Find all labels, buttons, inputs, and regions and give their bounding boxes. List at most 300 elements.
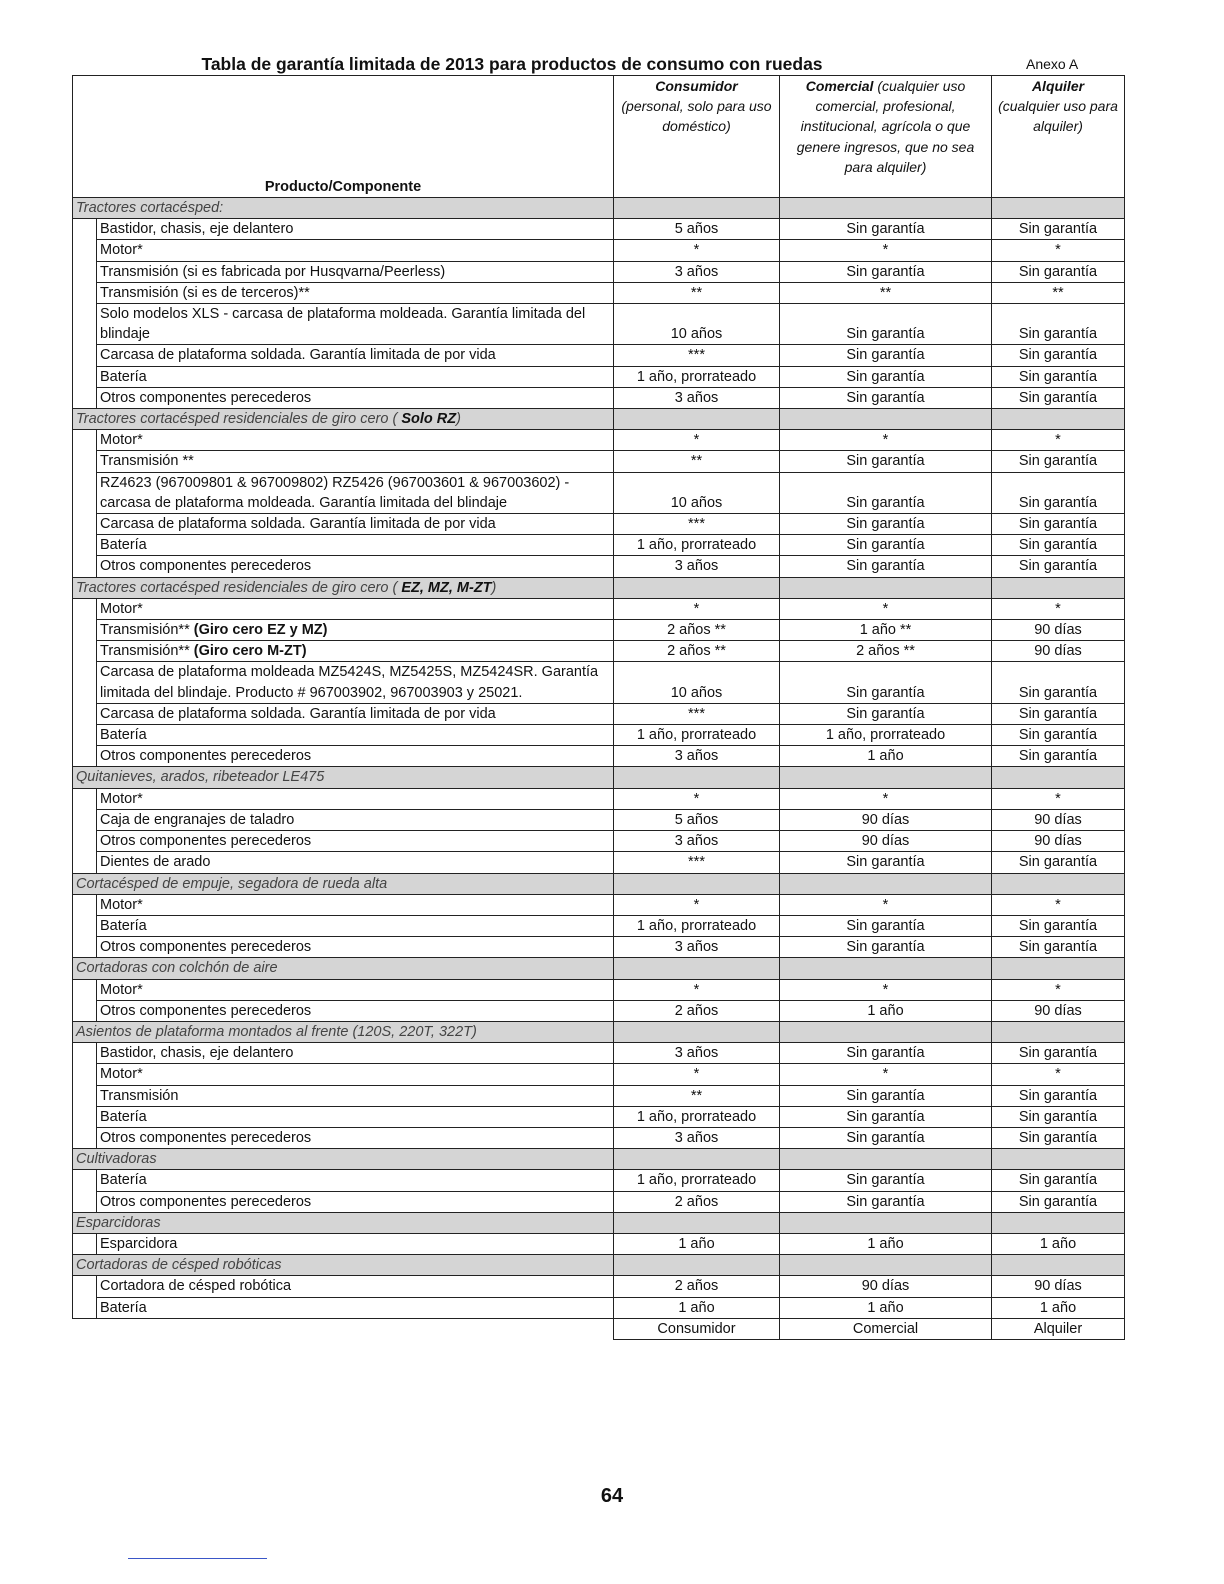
section-cell [992, 767, 1125, 788]
table-row [73, 809, 1125, 830]
consumer-value: 1 año, prorrateado [614, 535, 780, 556]
section-cell [992, 198, 1125, 219]
consumer-value: 1 año [614, 1233, 780, 1254]
commercial-value: Sin garantía [780, 937, 992, 958]
section-title [73, 1149, 614, 1170]
table-row [73, 1297, 1125, 1318]
component-name [97, 345, 614, 366]
component-name [97, 598, 614, 619]
commercial-value: Sin garantía [780, 535, 992, 556]
section-cell [780, 1255, 992, 1276]
component-name-text: Batería [100, 1108, 147, 1125]
component-name-text: Transmisión (si es de terceros)** [100, 284, 310, 301]
section-title [73, 958, 614, 979]
commercial-value: 90 días [780, 831, 992, 852]
consumer-value: 10 años [614, 662, 780, 703]
indent-cell [73, 620, 97, 641]
table-row [73, 282, 1125, 303]
commercial-value: Sin garantía [780, 472, 992, 513]
consumer-value: 10 años [614, 304, 780, 345]
component-name [97, 852, 614, 873]
component-name [97, 788, 614, 809]
table-row [73, 219, 1125, 240]
rental-value: ** [992, 282, 1125, 303]
component-name [97, 831, 614, 852]
rental-value: * [992, 788, 1125, 809]
section-cell [780, 1149, 992, 1170]
section-row [73, 1212, 1125, 1233]
rental-value: Sin garantía [992, 219, 1125, 240]
component-name [97, 304, 614, 345]
header-commercial [780, 76, 992, 198]
section-cell [992, 409, 1125, 430]
rental-value: * [992, 598, 1125, 619]
rental-value: 90 días [992, 831, 1125, 852]
component-name [97, 451, 614, 472]
component-name-text: Batería [100, 537, 147, 554]
rental-value: 90 días [992, 809, 1125, 830]
rental-value: Sin garantía [992, 366, 1125, 387]
indent-cell [73, 809, 97, 830]
table-row [73, 304, 1125, 345]
consumer-value: 2 años [614, 1191, 780, 1212]
indent-cell [73, 1064, 97, 1085]
table-row [73, 937, 1125, 958]
component-name [97, 535, 614, 556]
component-name [97, 641, 614, 662]
table-row [73, 852, 1125, 873]
consumer-value: * [614, 1064, 780, 1085]
component-name [97, 746, 614, 767]
section-cell [780, 409, 992, 430]
footer-rental: Alquiler [992, 1318, 1125, 1339]
component-name [97, 1127, 614, 1148]
table-row [73, 1170, 1125, 1191]
table-row [73, 345, 1125, 366]
commercial-value: Sin garantía [780, 261, 992, 282]
consumer-value: 3 años [614, 937, 780, 958]
commercial-value: 90 días [780, 1276, 992, 1297]
section-title [73, 767, 614, 788]
consumer-value: 2 años ** [614, 641, 780, 662]
component-name [97, 282, 614, 303]
commercial-value: * [780, 788, 992, 809]
consumer-value: 1 año, prorrateado [614, 366, 780, 387]
consumer-value: 1 año, prorrateado [614, 915, 780, 936]
commercial-value: 1 año ** [780, 620, 992, 641]
section-row [73, 1255, 1125, 1276]
rental-value: Sin garantía [992, 304, 1125, 345]
rental-value: Sin garantía [992, 1043, 1125, 1064]
section-row [73, 577, 1125, 598]
section-cell [992, 1212, 1125, 1233]
indent-cell [73, 831, 97, 852]
indent-cell [73, 261, 97, 282]
section-title-text: Asientos de plataforma montados al frente (120S, 220T, 322T) [76, 1023, 477, 1040]
consumer-value: 5 años [614, 219, 780, 240]
section-cell [614, 198, 780, 219]
component-name-text: Transmisión [100, 1087, 179, 1104]
section-cell [780, 1021, 992, 1042]
header-product: Producto/Componente [73, 76, 614, 198]
commercial-value: Sin garantía [780, 219, 992, 240]
component-name [97, 514, 614, 535]
indent-cell [73, 1191, 97, 1212]
table-row [73, 703, 1125, 724]
section-title-text: Tractores cortacésped: [76, 200, 224, 216]
consumer-value: 2 años ** [614, 620, 780, 641]
consumer-value: 3 años [614, 387, 780, 408]
indent-cell [73, 1043, 97, 1064]
indent-cell [73, 1085, 97, 1106]
section-title-text: Cortadoras de césped robóticas [76, 1257, 282, 1274]
rental-value: Sin garantía [992, 852, 1125, 873]
table-row [73, 598, 1125, 619]
component-name-bold: (Giro cero EZ y MZ) [193, 622, 328, 639]
indent-cell [73, 219, 97, 240]
component-name [97, 1233, 614, 1254]
component-name-text: Batería [100, 1172, 147, 1189]
component-name-text: Otros componentes perecederos [100, 1193, 312, 1210]
component-name-text: Motor* [100, 1066, 143, 1083]
page-title: Tabla de garantía limitada de 2013 para productos de consumo con ruedas [201, 54, 823, 74]
indent-cell [73, 979, 97, 1000]
consumer-value: 10 años [614, 472, 780, 513]
section-cell [780, 958, 992, 979]
consumer-value: * [614, 979, 780, 1000]
commercial-value: * [780, 430, 992, 451]
commercial-value: Sin garantía [780, 852, 992, 873]
component-name [97, 556, 614, 577]
commercial-value: ** [780, 282, 992, 303]
indent-cell [73, 641, 97, 662]
section-title-text: Esparcidoras [76, 1214, 161, 1231]
commercial-value: * [780, 1064, 992, 1085]
section-cell [614, 767, 780, 788]
warranty-table [72, 75, 1125, 1340]
component-name [97, 703, 614, 724]
section-title-text: Cortacésped de empuje, segadora de rueda alta [76, 875, 388, 892]
indent-cell [73, 1000, 97, 1021]
component-name-text: Motor* [100, 790, 143, 807]
footer-consumer: Consumidor [614, 1318, 780, 1339]
header-commercial-title: Comercial [805, 78, 874, 94]
consumer-value: *** [614, 852, 780, 873]
header-commercial-text [783, 76, 988, 177]
section-title-text: Quitanieves, arados, ribeteador LE475 [76, 769, 325, 786]
section-row [73, 198, 1125, 219]
indent-cell [73, 387, 97, 408]
indent-cell [73, 1276, 97, 1297]
section-cell [992, 577, 1125, 598]
section-cell [992, 958, 1125, 979]
indent-cell [73, 703, 97, 724]
section-cell [780, 873, 992, 894]
consumer-value: * [614, 430, 780, 451]
commercial-value: Sin garantía [780, 387, 992, 408]
component-name [97, 1297, 614, 1318]
commercial-value: Sin garantía [780, 556, 992, 577]
consumer-value: * [614, 598, 780, 619]
table-row [73, 979, 1125, 1000]
section-row [73, 767, 1125, 788]
rental-value: Sin garantía [992, 451, 1125, 472]
component-name-text: Otros componentes perecederos [100, 389, 312, 406]
rental-value: Sin garantía [992, 472, 1125, 513]
table-row [73, 451, 1125, 472]
section-cell [614, 873, 780, 894]
consumer-value: * [614, 894, 780, 915]
table-row [73, 620, 1125, 641]
footer-row [73, 1318, 1125, 1339]
section-title-end: ) [456, 411, 461, 428]
consumer-value: ** [614, 451, 780, 472]
indent-cell [73, 451, 97, 472]
table-row [73, 240, 1125, 261]
rental-value: 1 año [992, 1297, 1125, 1318]
table-row [73, 261, 1125, 282]
table-row [73, 831, 1125, 852]
rental-value: 90 días [992, 620, 1125, 641]
component-name-text: Batería [100, 1299, 147, 1316]
commercial-value: Sin garantía [780, 451, 992, 472]
table-row [73, 788, 1125, 809]
component-name-text: Motor* [100, 242, 143, 259]
indent-cell [73, 852, 97, 873]
component-name [97, 1276, 614, 1297]
commercial-value: * [780, 979, 992, 1000]
indent-cell [73, 1233, 97, 1254]
rental-value: Sin garantía [992, 662, 1125, 703]
rental-value: Sin garantía [992, 261, 1125, 282]
section-cell [614, 409, 780, 430]
component-name-text: Otros componentes perecederos [100, 1129, 312, 1146]
component-name [97, 219, 614, 240]
header-rental-title: Alquiler [1031, 78, 1085, 94]
component-name-text: Cortadora de césped robótica [100, 1278, 292, 1295]
section-title [73, 1255, 614, 1276]
consumer-value: ** [614, 282, 780, 303]
rental-value: 90 días [992, 641, 1125, 662]
section-cell [780, 198, 992, 219]
indent-cell [73, 1106, 97, 1127]
commercial-value: Sin garantía [780, 915, 992, 936]
component-name-text: Carcasa de plataforma soldada. Garantía limitada de por vida [100, 347, 496, 364]
component-name-text: Bastidor, chasis, eje delantero [100, 221, 294, 238]
section-title-text: Tractores cortacésped residenciales de giro cero ( [76, 411, 398, 428]
indent-cell [73, 304, 97, 345]
consumer-value: 1 año, prorrateado [614, 725, 780, 746]
section-title [73, 1021, 614, 1042]
rental-value: Sin garantía [992, 725, 1125, 746]
section-row [73, 1149, 1125, 1170]
rental-value: Sin garantía [992, 1170, 1125, 1191]
rental-value: Sin garantía [992, 1191, 1125, 1212]
table-row [73, 1127, 1125, 1148]
component-name-text: Motor* [100, 600, 143, 617]
commercial-value: Sin garantía [780, 1043, 992, 1064]
commercial-value: Sin garantía [780, 1085, 992, 1106]
table-row [73, 430, 1125, 451]
consumer-value: 3 años [614, 746, 780, 767]
indent-cell [73, 662, 97, 703]
commercial-value: * [780, 894, 992, 915]
commercial-value: Sin garantía [780, 703, 992, 724]
table-row [73, 556, 1125, 577]
table-header-row [73, 76, 1125, 198]
section-cell [614, 1255, 780, 1276]
commercial-value: Sin garantía [780, 345, 992, 366]
section-row [73, 1021, 1125, 1042]
rental-value: Sin garantía [992, 915, 1125, 936]
indent-cell [73, 472, 97, 513]
table-row [73, 472, 1125, 513]
component-name-text: Carcasa de plataforma soldada. Garantía limitada de por vida [100, 705, 496, 722]
rental-value: * [992, 894, 1125, 915]
component-name-text: Otros componentes perecederos [100, 939, 312, 956]
component-name-text: Caja de engranajes de taladro [100, 811, 295, 828]
table-row [73, 641, 1125, 662]
commercial-value: 90 días [780, 809, 992, 830]
component-name [97, 261, 614, 282]
component-name [97, 937, 614, 958]
footer-commercial: Comercial [780, 1318, 992, 1339]
header-rental-note: (cualquier uso para alquiler) [998, 98, 1118, 135]
consumer-value: * [614, 788, 780, 809]
table-row [73, 915, 1125, 936]
rental-value: Sin garantía [992, 1106, 1125, 1127]
consumer-value: *** [614, 514, 780, 535]
component-name [97, 979, 614, 1000]
table-row [73, 535, 1125, 556]
commercial-value: Sin garantía [780, 304, 992, 345]
rental-value: * [992, 1064, 1125, 1085]
indent-cell [73, 556, 97, 577]
component-name [97, 366, 614, 387]
rental-value: 90 días [992, 1000, 1125, 1021]
component-name [97, 620, 614, 641]
component-name [97, 1043, 614, 1064]
section-cell [614, 1212, 780, 1233]
consumer-value: *** [614, 703, 780, 724]
rental-value: 1 año [992, 1233, 1125, 1254]
commercial-value: Sin garantía [780, 1191, 992, 1212]
commercial-value: Sin garantía [780, 1170, 992, 1191]
component-name [97, 809, 614, 830]
section-cell [992, 1021, 1125, 1042]
section-row [73, 958, 1125, 979]
component-name [97, 1000, 614, 1021]
footer-rule [128, 1558, 267, 1559]
component-name [97, 662, 614, 703]
section-title-text: Cultivadoras [76, 1151, 157, 1168]
table-row [73, 894, 1125, 915]
footer-blank [73, 1318, 97, 1339]
rental-value: Sin garantía [992, 703, 1125, 724]
rental-value: 90 días [992, 1276, 1125, 1297]
consumer-value: ** [614, 1085, 780, 1106]
consumer-value: 2 años [614, 1276, 780, 1297]
header-commercial-note: (cualquier uso comercial, profesional, institucional, agrícola o que genere ingresos, que no sea para alquiler) [796, 78, 975, 175]
footer-blank [97, 1318, 614, 1339]
consumer-value: * [614, 240, 780, 261]
component-name-text: Esparcidora [100, 1235, 178, 1252]
section-title [73, 198, 614, 219]
component-name [97, 1064, 614, 1085]
commercial-value: Sin garantía [780, 514, 992, 535]
section-cell [780, 767, 992, 788]
component-name-text: Solo modelos XLS - carcasa de plataforma moldeada. Garantía limitada del blindaje [100, 306, 586, 343]
section-row [73, 409, 1125, 430]
commercial-value: 1 año [780, 746, 992, 767]
table-row [73, 1191, 1125, 1212]
component-name-text: Carcasa de plataforma soldada. Garantía limitada de por vida [100, 516, 496, 533]
consumer-value: 1 año, prorrateado [614, 1106, 780, 1127]
commercial-value: Sin garantía [780, 366, 992, 387]
component-name [97, 1191, 614, 1212]
rental-value: * [992, 979, 1125, 1000]
table-row [73, 1276, 1125, 1297]
component-name [97, 240, 614, 261]
table-row [73, 1043, 1125, 1064]
table-row [73, 725, 1125, 746]
header-consumer [614, 76, 780, 198]
rental-value: Sin garantía [992, 535, 1125, 556]
commercial-value: 1 año [780, 1000, 992, 1021]
section-cell [992, 1149, 1125, 1170]
commercial-value: * [780, 240, 992, 261]
component-name-text: Motor* [100, 896, 143, 913]
section-title-text: Cortadoras con colchón de aire [76, 960, 278, 977]
table-row [73, 1233, 1125, 1254]
component-name [97, 430, 614, 451]
consumer-value: 1 año [614, 1297, 780, 1318]
indent-cell [73, 240, 97, 261]
commercial-value: 1 año [780, 1297, 992, 1318]
section-cell [614, 577, 780, 598]
section-cell [614, 1149, 780, 1170]
section-title-bold: EZ, MZ, M-ZT [401, 579, 492, 596]
commercial-value: 1 año [780, 1233, 992, 1254]
indent-cell [73, 598, 97, 619]
component-name [97, 1085, 614, 1106]
page-number: 64 [600, 1485, 624, 1507]
table-row [73, 514, 1125, 535]
rental-value: Sin garantía [992, 1127, 1125, 1148]
section-cell [992, 873, 1125, 894]
consumer-value: 3 años [614, 1043, 780, 1064]
component-name-text: Motor* [100, 981, 143, 998]
commercial-value: 2 años ** [780, 641, 992, 662]
component-name-text: Batería [100, 727, 147, 744]
section-cell [780, 1212, 992, 1233]
component-name-text: Transmisión (si es fabricada por Husqvarna/Peerless) [100, 263, 446, 280]
header-consumer-title: Consumidor [655, 78, 738, 94]
section-cell [992, 1255, 1125, 1276]
component-name-text: Bastidor, chasis, eje delantero [100, 1045, 294, 1062]
component-name-text: Batería [100, 917, 147, 934]
component-name [97, 725, 614, 746]
indent-cell [73, 535, 97, 556]
component-name [97, 1170, 614, 1191]
rental-value: Sin garantía [992, 556, 1125, 577]
consumer-value: 2 años [614, 1000, 780, 1021]
table-row [73, 1106, 1125, 1127]
rental-value: Sin garantía [992, 1085, 1125, 1106]
section-title [73, 577, 614, 598]
section-title-bold: Solo RZ [401, 411, 457, 428]
component-name-text: Motor* [100, 432, 143, 449]
